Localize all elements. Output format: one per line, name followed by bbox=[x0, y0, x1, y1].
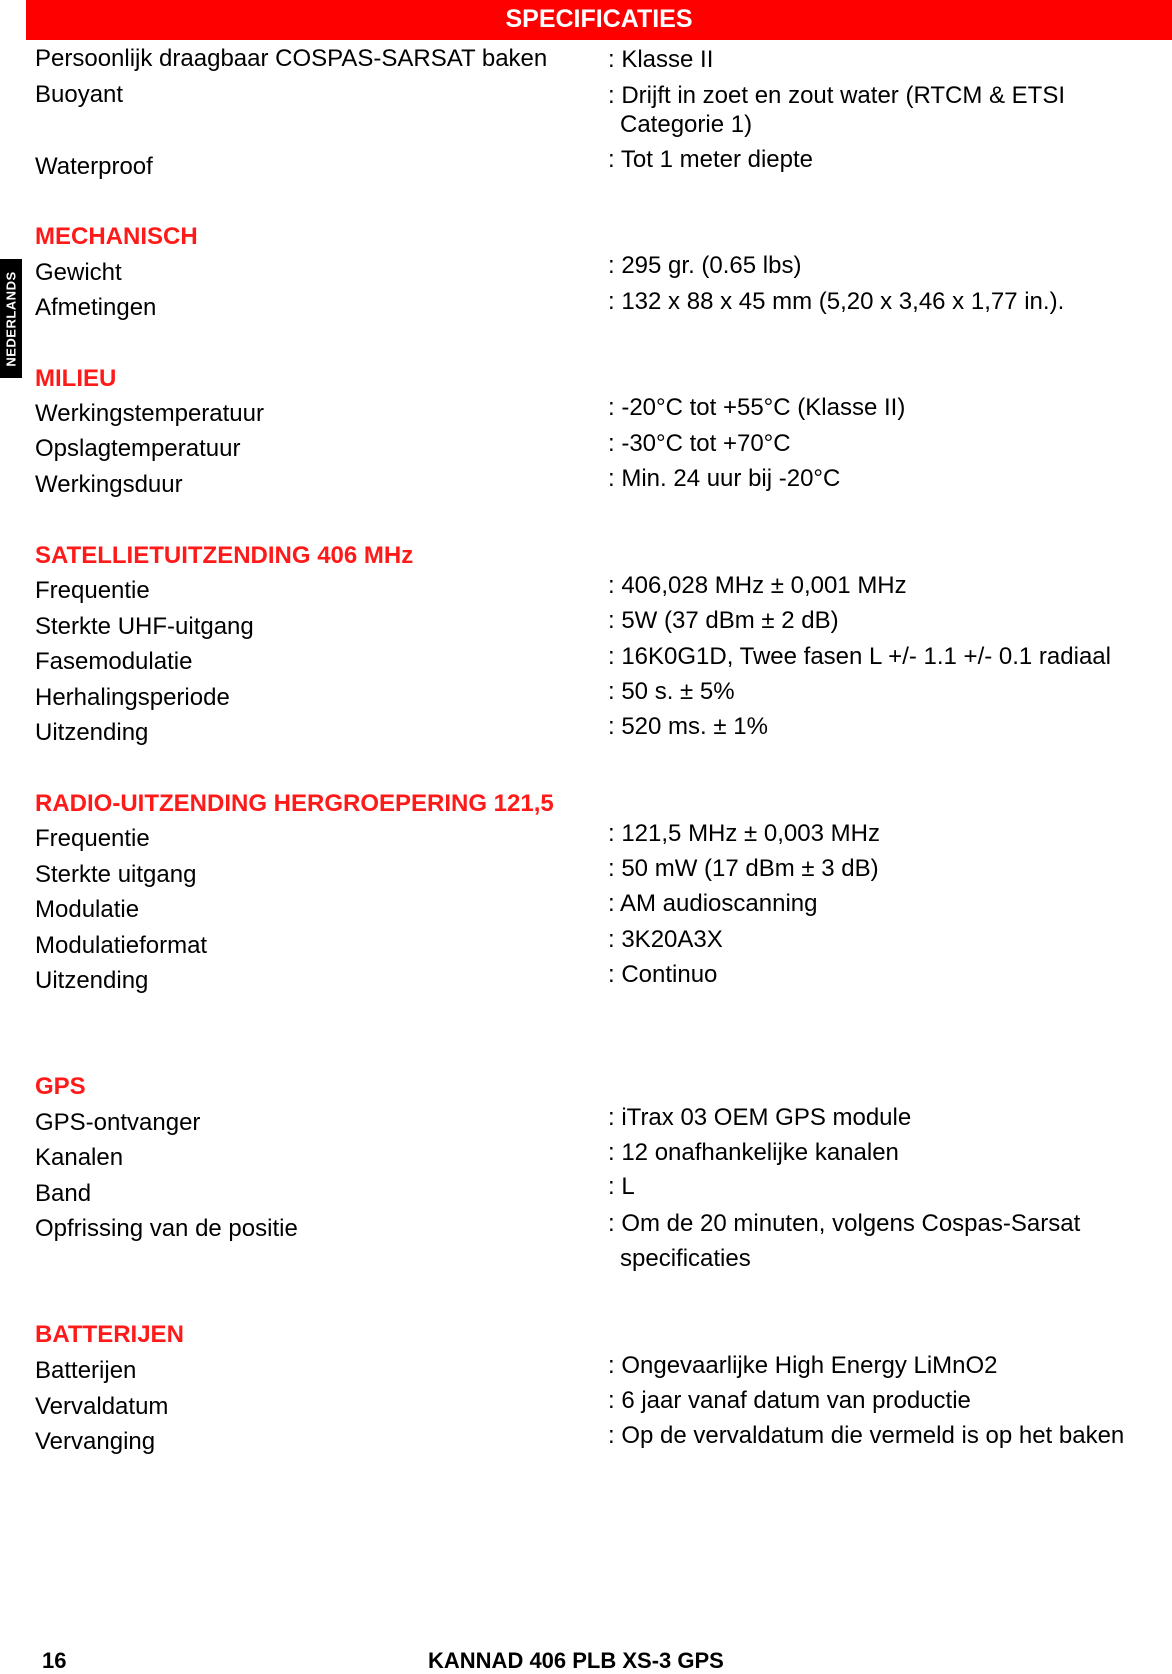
spec-value: : 121,5 MHz ± 0,003 MHz bbox=[608, 820, 880, 847]
spec-label: Modulatie bbox=[35, 896, 140, 923]
spec-label: Persoonlijk draagbaar COSPAS-SARSAT baken bbox=[35, 45, 548, 72]
spec-label: Sterkte UHF-uitgang bbox=[35, 613, 254, 640]
spec-label: Fasemodulatie bbox=[35, 648, 193, 675]
spec-value: : L bbox=[608, 1173, 635, 1200]
spec-value: : 16K0G1D, Twee fasen L +/- 1.1 +/- 0.1 radiaal bbox=[608, 643, 1111, 670]
spec-label: Modulatieformat bbox=[35, 932, 208, 959]
spec-label: Gewicht bbox=[35, 259, 122, 286]
spec-value: : Om de 20 minuten, volgens Cospas-Sarsat bbox=[608, 1210, 1081, 1237]
section-heading-milieu: MILIEU bbox=[35, 365, 117, 392]
spec-label: GPS-ontvanger bbox=[35, 1109, 201, 1136]
language-side-tab-label: NEDERLANDS bbox=[3, 270, 19, 367]
footer-product-name: KANNAD 406 PLB XS-3 GPS bbox=[428, 1648, 724, 1673]
spec-label: Band bbox=[35, 1180, 92, 1207]
spec-value: : Klasse II bbox=[608, 46, 714, 73]
spec-label: Uitzending bbox=[35, 719, 149, 746]
section-heading-radio: RADIO-UITZENDING HERGROEPERING 121,5 bbox=[35, 790, 554, 817]
spec-value: : 6 jaar vanaf datum van productie bbox=[608, 1387, 971, 1414]
section-heading-satelliet: SATELLIETUITZENDING 406 MHz bbox=[35, 542, 414, 569]
spec-value: : Tot 1 meter diepte bbox=[608, 146, 814, 173]
spec-value: : 50 mW (17 dBm ± 3 dB) bbox=[608, 855, 879, 882]
spec-value-continued: Categorie 1) bbox=[620, 111, 753, 138]
spec-value: : -20°C tot +55°C (Klasse II) bbox=[608, 394, 906, 421]
spec-label: Afmetingen bbox=[35, 294, 157, 321]
spec-label: Frequentie bbox=[35, 577, 150, 604]
spec-value: : 12 onafhankelijke kanalen bbox=[608, 1139, 899, 1166]
spec-label: Frequentie bbox=[35, 825, 150, 852]
spec-label: Vervanging bbox=[35, 1428, 156, 1455]
page-number: 16 bbox=[42, 1648, 67, 1673]
spec-value: : Min. 24 uur bij -20°C bbox=[608, 465, 841, 492]
spec-label: Waterproof bbox=[35, 153, 153, 180]
spec-value: : Drijft in zoet en zout water (RTCM & ETSI bbox=[608, 82, 1066, 109]
spec-value: : 132 x 88 x 45 mm (5,20 x 3,46 x 1,77 in.). bbox=[608, 288, 1065, 315]
section-heading-mechanisch: MECHANISCH bbox=[35, 223, 198, 250]
spec-value: : 295 gr. (0.65 lbs) bbox=[608, 252, 802, 279]
spec-label: Buoyant bbox=[35, 81, 124, 108]
spec-label: Opfrissing van de positie bbox=[35, 1215, 298, 1242]
spec-value: : 3K20A3X bbox=[608, 926, 723, 953]
spec-label: Opslagtemperatuur bbox=[35, 435, 241, 462]
spec-value: : 50 s. ± 5% bbox=[608, 678, 735, 705]
spec-value: : Continuo bbox=[608, 961, 718, 988]
spec-value-continued: specificaties bbox=[620, 1245, 751, 1272]
spec-value: : 406,028 MHz ± 0,001 MHz bbox=[608, 572, 907, 599]
spec-label: Sterkte uitgang bbox=[35, 861, 197, 888]
spec-label: Werkingsduur bbox=[35, 471, 183, 498]
spec-value: : Op de vervaldatum die vermeld is op het baken bbox=[608, 1422, 1125, 1449]
spec-label: Herhalingsperiode bbox=[35, 684, 230, 711]
spec-value: : Ongevaarlijke High Energy LiMnO2 bbox=[608, 1352, 998, 1379]
spec-value: : 5W (37 dBm ± 2 dB) bbox=[608, 607, 839, 634]
spec-label: Batterijen bbox=[35, 1357, 137, 1384]
spec-label: Uitzending bbox=[35, 967, 149, 994]
spec-value: : iTrax 03 OEM GPS module bbox=[608, 1104, 912, 1131]
spec-value: : -30°C tot +70°C bbox=[608, 430, 791, 457]
spec-value: : 520 ms. ± 1% bbox=[608, 713, 768, 740]
spec-value: : AM audioscanning bbox=[608, 890, 818, 917]
section-heading-batterijen: BATTERIJEN bbox=[35, 1321, 184, 1348]
spec-label: Vervaldatum bbox=[35, 1393, 169, 1420]
section-heading-gps: GPS bbox=[35, 1073, 86, 1100]
spec-label: Werkingstemperatuur bbox=[35, 400, 264, 427]
language-side-tab bbox=[0, 259, 22, 378]
page-banner: SPECIFICATIES bbox=[26, 0, 1172, 40]
spec-label: Kanalen bbox=[35, 1144, 124, 1171]
